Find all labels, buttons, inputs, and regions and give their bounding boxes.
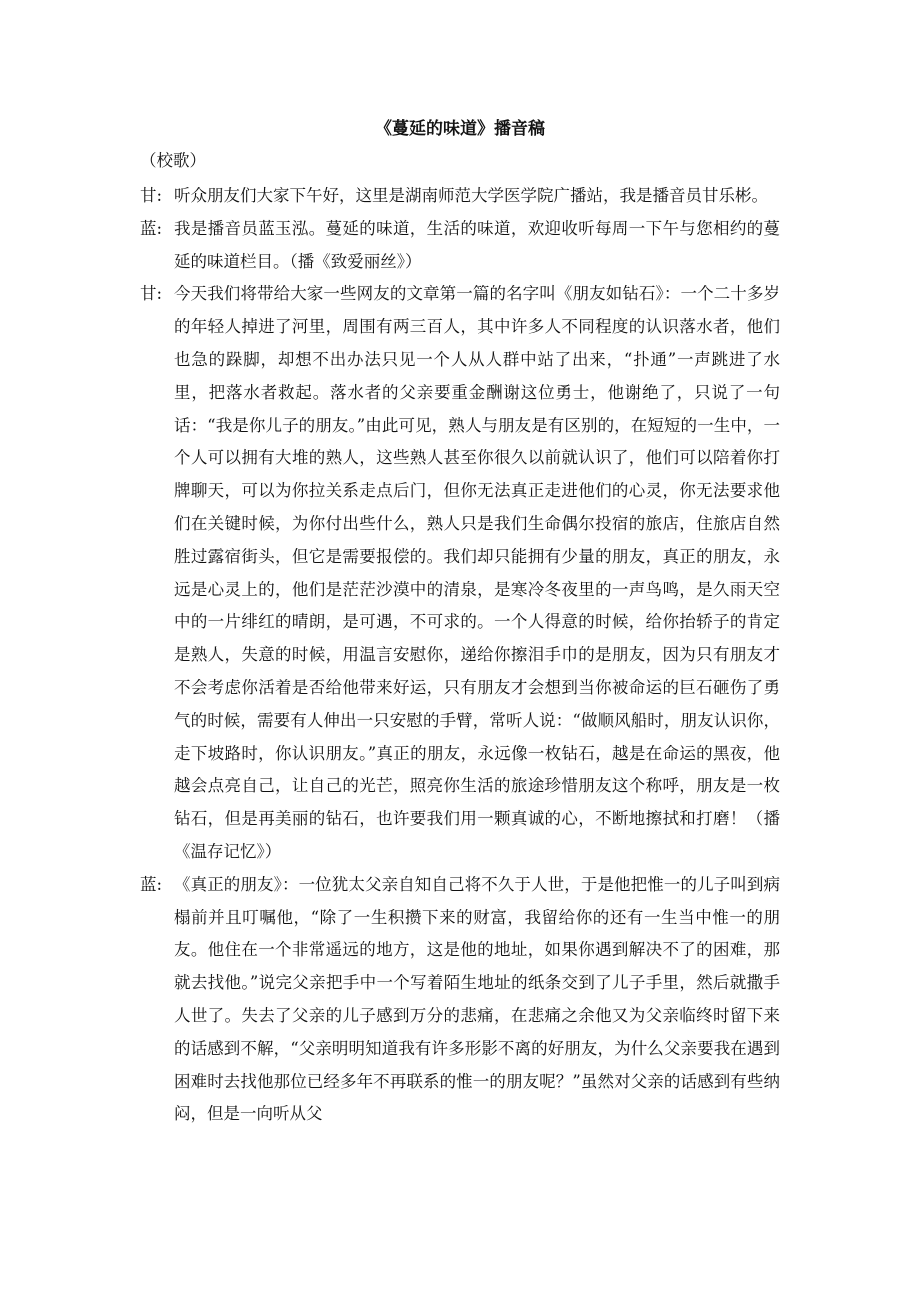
- paragraph-2: [140, 213, 780, 279]
- speaker-label: 甘:: [140, 284, 163, 304]
- paragraph-3: [140, 278, 780, 868]
- music-note: （校歌）: [140, 151, 206, 170]
- paragraph-text: 今天我们将带给大家一些网友的文章第一篇的名字叫《朋友如钻石》：一个二十多岁的年轻人掉进了河里，周围有两三百人，其中许多人不同程度的认识落水者，他们也急的跺脚，却想不出办法只见一个人从人群中站了出来，“扑通”一声跳进了水里，把落水者救起。落水者的父亲要重金酬谢这位勇士，他谢绝了，只说了一句话：“我是你儿子的朋友。”由此可见，熟人与朋友是有区别的，在短短的一生中，一个人可以拥有大堆的熟人，这些熟人甚至你很久以前就认识了，他们可以陪着你打牌聊天，可以为你拉关系走点后门，但你无法真正走进他们的心灵，你无法要求他们在关键时候，为你付出些什么，熟人只是我们生命偶尔投宿的旅店，住旅店自然胜过露宿街头，但它是需要报偿的。我们却只能拥有少量的朋友，真正的朋友，永远是心灵上的，他们是茫茫沙漠中的清泉，是寒冷冬夜里的一声鸟鸣，是久雨天空中的一片绯红的晴朗，是可遇，不可求的。一个人得意的时候，给你抬轿子的肯定是熟人，失意的时候，用温言安慰你，递给你擦泪手巾的是朋友，因为只有朋友才不会考虑你活着是否给他带来好运，只有朋友才会想到当你被命运的巨石砸伤了勇气的时候，需要有人伸出一只安慰的手臂，常听人说：“做顺风船时，朋友认识你，走下坡路时，你认识朋友。”真正的朋友，永远像一枚钻石，越是在命运的黑夜，他越会点亮自己，让自己的光芒，照亮你生活的旅途珍惜朋友这个称呼，朋友是一枚钻石，但是再美丽的钻石，也许要我们用一颗真诚的心，不断地擦拭和打磨！（播《温存记忆》）: [174, 284, 780, 861]
- paragraph-1: [140, 180, 780, 213]
- document-title: 《蔓延的味道》播音稿: [375, 119, 545, 139]
- speaker-label: 蓝:: [140, 874, 163, 894]
- speaker-label: 甘:: [140, 186, 163, 205]
- speaker-label: 蓝:: [140, 218, 163, 238]
- paragraph-4: [140, 869, 780, 1131]
- paragraph-text: 《真正的朋友》：一位犹太父亲自知自己将不久于人世，于是他把惟一的儿子叫到病榻前并且叮嘱他，“除了一生积攒下来的财富，我留给你的还有一生当中惟一的朋友。他住在一个非常遥远的地方，这是他的地址，如果你遇到解决不了的困难，那就去找他。”说完父亲把手中一个写着陌生地址的纸条交到了儿子手里，然后就撒手人世了。失去了父亲的儿子感到万分的悲痛，在悲痛之余他又为父亲临终时留下来的话感到不解，“父亲明明知道我有许多形影不离的好朋友，为什么父亲要我在遇到困难时去找他那位已经多年不再联系的惟一的朋友呢？”虽然对父亲的话感到有些纳闷，但是一向听从父: [174, 874, 780, 1124]
- document-body: [140, 180, 780, 1131]
- paragraph-text: 我是播音员蓝玉泓。蔓延的味道，生活的味道，欢迎收听每周一下午与您相约的蔓延的味道栏目。（播《致爱丽丝》）: [174, 218, 780, 271]
- paragraph-text: 听众朋友们大家下午好，这里是湖南师范大学医学院广播站，我是播音员甘乐彬。: [174, 186, 768, 205]
